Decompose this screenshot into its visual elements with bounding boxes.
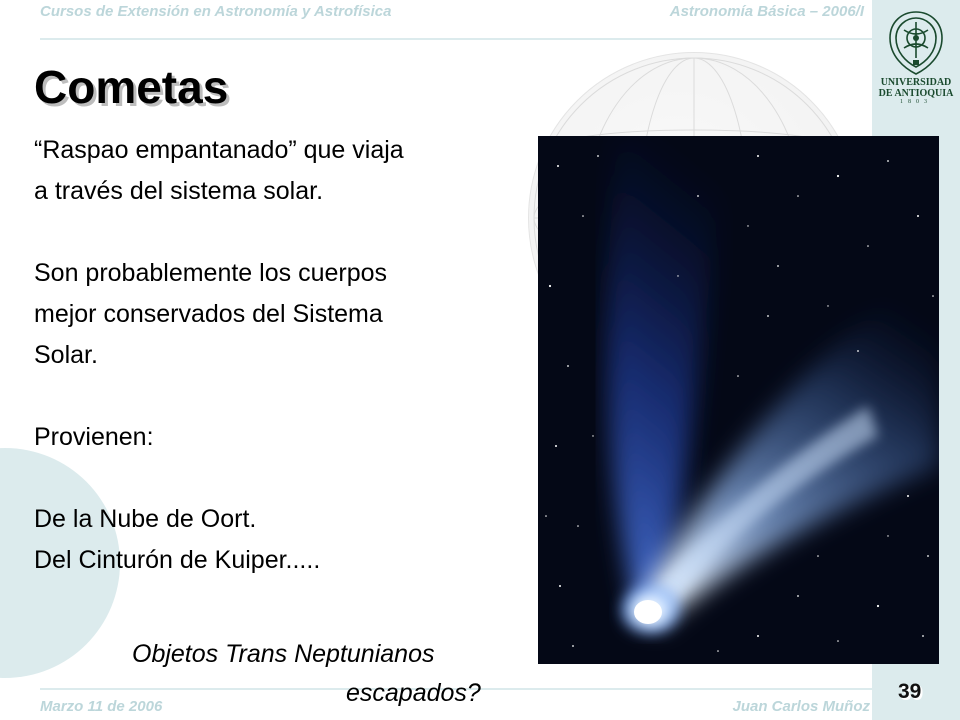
header-subject: Astronomía Básica – 2006/I: [669, 3, 864, 20]
footer-author: Juan Carlos Muñoz: [732, 698, 870, 715]
comet-photo: [538, 136, 939, 664]
university-seal-icon: [880, 8, 952, 78]
body-line: a través del sistema solar.: [34, 177, 324, 205]
body-line: Son probablemente los cuerpos: [34, 259, 388, 287]
footer-date: Marzo 11 de 2006: [40, 698, 163, 715]
italic-question-line1: Objetos Trans Neptunianos: [132, 640, 435, 668]
slide-number: 39: [898, 680, 922, 703]
slide-body: [34, 130, 524, 581]
body-line: “Raspao empantanado” que viaja: [34, 136, 404, 164]
logo-text-line1: UNIVERSIDAD: [880, 77, 952, 88]
logo-year: 1803: [900, 99, 932, 105]
body-line: De la Nube de Oort.: [34, 505, 257, 533]
body-line: mejor conservados del Sistema: [34, 300, 383, 328]
logo-text-line2: DE ANTIOQUIA: [878, 88, 954, 99]
body-line: Provienen:: [34, 423, 154, 451]
italic-question-line2: escapados?: [346, 679, 481, 707]
slide-title: Cometas: [34, 61, 229, 113]
header-course: Cursos de Extensión en Astronomía y Astrofísica: [40, 3, 392, 20]
body-line: Solar.: [34, 341, 98, 369]
body-line: Del Cinturón de Kuiper.....: [34, 546, 321, 574]
header-divider: [40, 38, 872, 40]
